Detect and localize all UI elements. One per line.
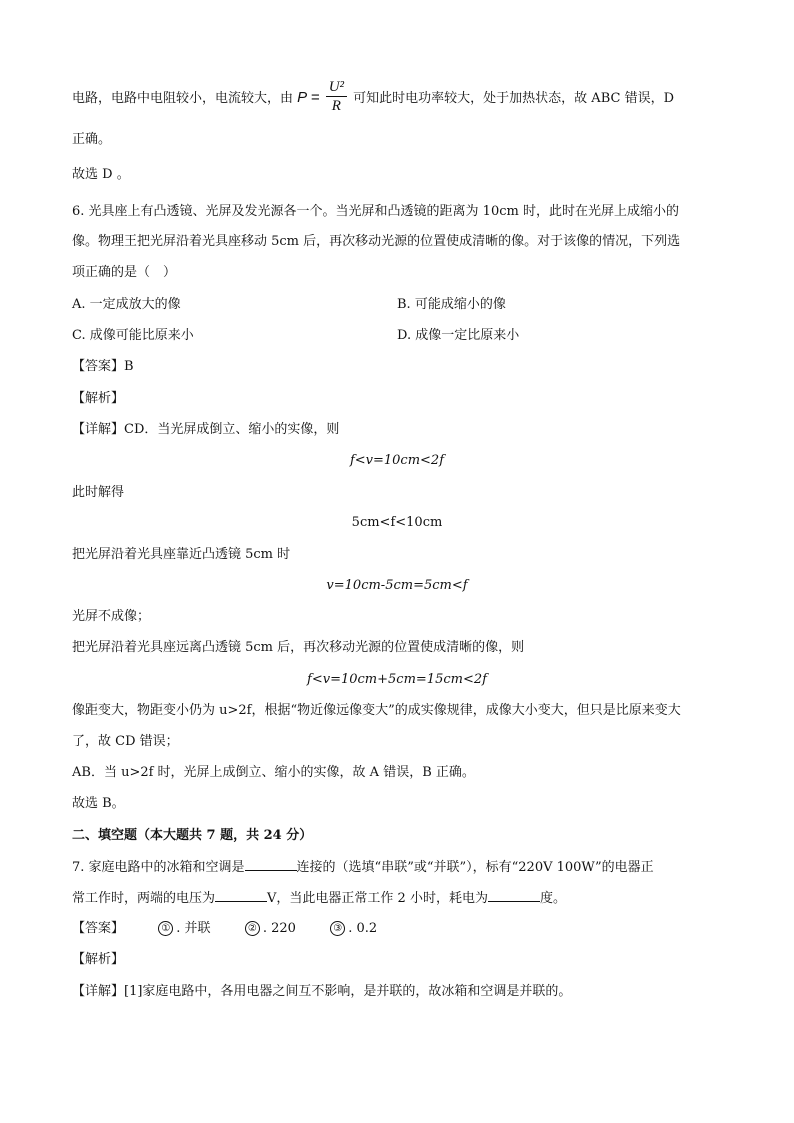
q6-analysis-label: 【解析】 xyxy=(72,391,125,406)
q6-text5: 把光屏沿着光具座远离凸透镜 5cm 后，再次移动光源的位置使成清晰的像，则 xyxy=(72,640,525,655)
q6-equation2: 5cm<f<10cm xyxy=(351,515,443,530)
q6-text2: 此时解得 xyxy=(72,485,125,500)
q7-answer: 【答案】 ① . 并联 ② . 220 ③ . 0.2 xyxy=(72,921,378,936)
q7-answer-1: ① . 并联 xyxy=(158,921,210,936)
q7-detail-line1: 【详解】[1]家庭电路中，各用电器之间互不影响，是并联的，故冰箱和空调是并联的。 xyxy=(72,984,572,999)
q7-answer-2: ② . 220 xyxy=(245,921,296,936)
q6-equation4: f<v=10cm+5cm=15cm<2f xyxy=(307,672,487,687)
q6-answer: 【答案】B xyxy=(72,359,134,374)
solution5-line2: 正确。 xyxy=(72,132,112,147)
q6-option-a: A. 一定成放大的像 xyxy=(72,297,181,312)
q6-text4: 光屏不成像； xyxy=(72,609,151,624)
q7-answer-3: ③ . 0.2 xyxy=(330,921,377,936)
q6-stem-line2: 像。物理王把光屏沿着光具座移动 5cm 后，再次移动光源的位置使成清晰的像。对于该像的情况，下列选 xyxy=(72,234,681,249)
q6-option-d: D. 成像一定比原来小 xyxy=(397,328,520,343)
q6-text7: 了，故 CD 错误； xyxy=(72,734,179,749)
solution5-choice: 故选 D 。 xyxy=(72,167,130,182)
q6-option-c: C. 成像可能比原来小 xyxy=(72,328,194,343)
q6-equation3: v=10cm-5cm=5cm<f xyxy=(326,578,468,593)
q6-stem-line3: 项正确的是（ ） xyxy=(72,265,177,280)
q6-text8: AB．当 u>2f 时，光屏上成倒立、缩小的实像，故 A 错误，B 正确。 xyxy=(72,765,475,780)
q6-equation1: f<v=10cm<2f xyxy=(349,453,445,468)
solution5-line1: 电路，电路中电阻较小，电流较大，由 P = $\frac{\text{U²}}{R}$ 可知此时电功率较大，处于加热状态，故 ABC 错误，D xyxy=(72,79,674,114)
q6-choice: 故选 B。 xyxy=(72,796,125,811)
power-symbol: P = xyxy=(297,89,320,106)
q7-blank-1[interactable] xyxy=(245,858,297,871)
q7-stem-line1: 7. 家庭电路中的冰箱和空调是 连接的（选填“串联”或“并联”），标有“220V 100W”的电器正 xyxy=(72,860,654,875)
q7-stem-line2: 常工作时，两端的电压为 V，当此电器正常工作 2 小时，耗电为 度。 xyxy=(72,891,566,906)
q6-stem-line1: 6. 光具座上有凸透镜、光屏及发光源各一个。当光屏和凸透镜的距离为 10cm 时，此时在光屏上成缩小的 xyxy=(72,204,679,219)
q7-blank-2[interactable] xyxy=(215,889,267,902)
section2-heading: 二、填空题（本大题共 7 题，共 24 分） xyxy=(72,828,313,843)
q6-text3: 把光屏沿着光具座靠近凸透镜 5cm 时 xyxy=(72,547,291,562)
q7-blank-3[interactable] xyxy=(488,889,540,902)
power-formula: $\frac{\text{U²}}{R}$ xyxy=(326,78,347,115)
q6-text6: 像距变大，物距变小仍为 u>2f，根据“物近像远像变大”的成实像规律，成像大小变大，但只是比原来变大 xyxy=(72,703,681,718)
q6-detail-line1: 【详解】CD．当光屏成倒立、缩小的实像，则 xyxy=(72,422,340,437)
q6-option-b: B. 可能成缩小的像 xyxy=(397,297,506,312)
q7-analysis-label: 【解析】 xyxy=(72,952,125,967)
